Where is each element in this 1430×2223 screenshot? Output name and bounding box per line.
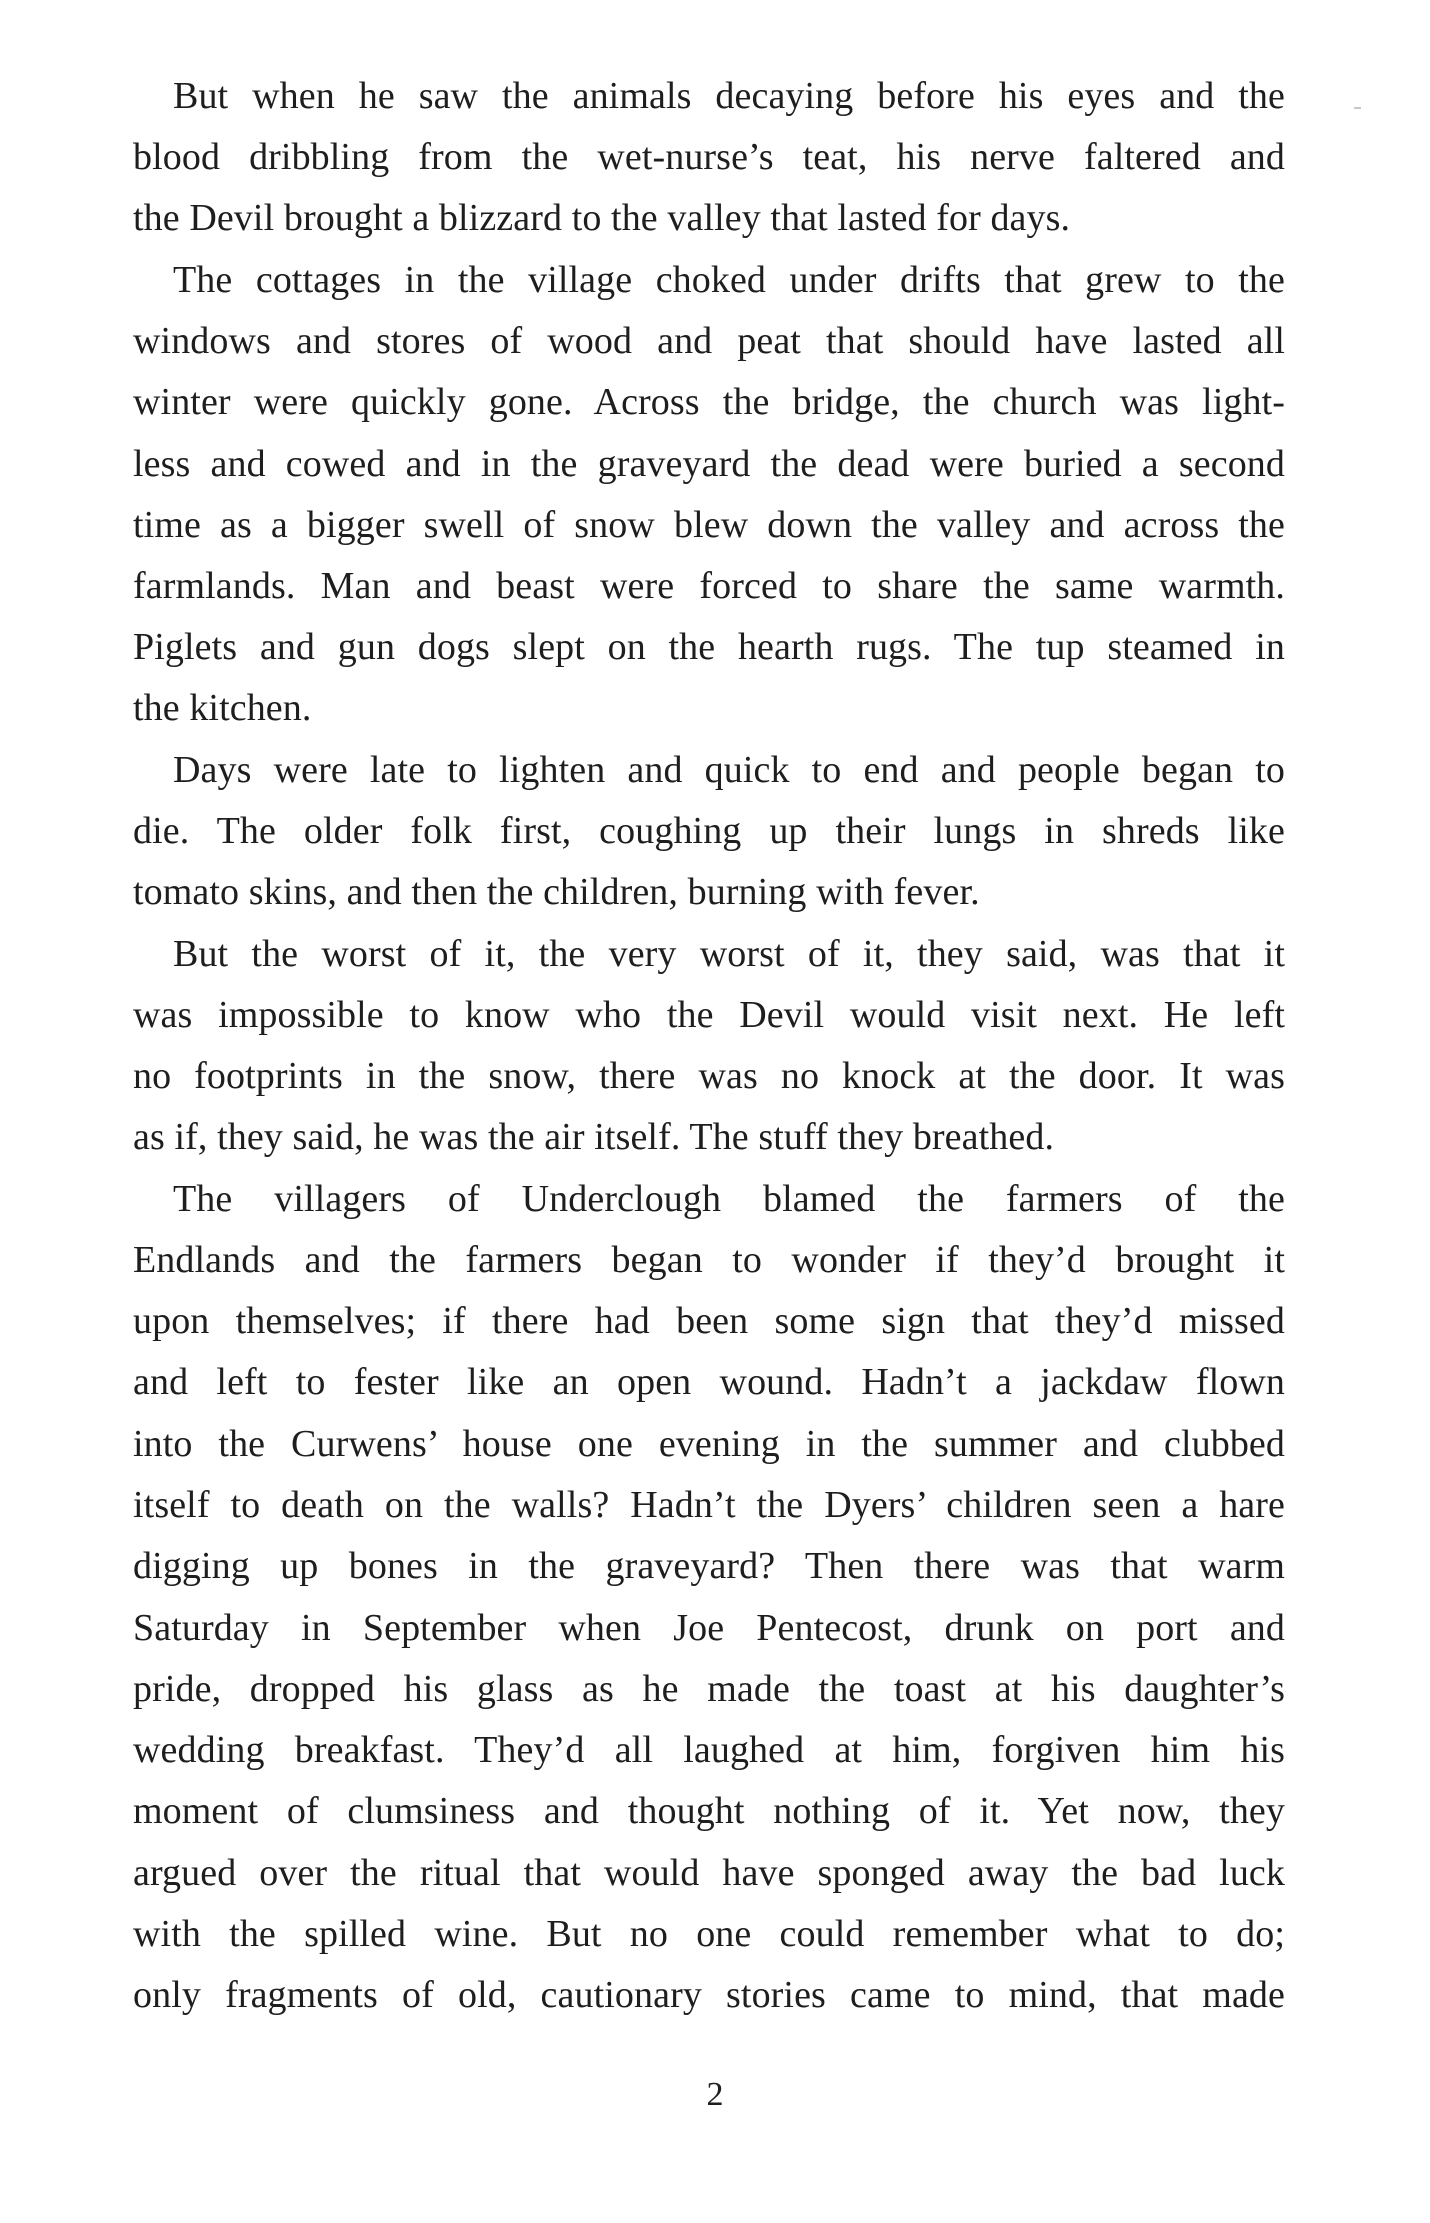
- text-line: no footprints in the snow, there was no knock at the door. It was: [133, 1055, 1285, 1097]
- text-line: the kitchen.: [133, 687, 312, 729]
- text-line: upon themselves; if there had been some sign that they’d missed: [133, 1300, 1285, 1342]
- text-line: Saturday in September when Joe Pentecost, drunk on port and: [133, 1607, 1285, 1649]
- text-line: die. The older folk first, coughing up their lungs in shreds like: [133, 810, 1285, 852]
- text-line: Days were late to lighten and quick to end and people began to: [173, 749, 1285, 791]
- text-line: pride, dropped his glass as he made the toast at his daughter’s: [133, 1668, 1285, 1710]
- text-line: digging up bones in the graveyard? Then there was that warm: [133, 1545, 1285, 1587]
- text-line: as if, they said, he was the air itself. The stuff they breathed.: [133, 1116, 1055, 1158]
- text-line: The villagers of Underclough blamed the farmers of the: [173, 1178, 1285, 1220]
- text-line: the Devil brought a blizzard to the valley that lasted for days.: [133, 197, 1071, 239]
- text-line: and left to fester like an open wound. Hadn’t a jackdaw flown: [133, 1361, 1285, 1403]
- text-line: Piglets and gun dogs slept on the hearth rugs. The tup steamed in: [133, 626, 1285, 668]
- text-line: winter were quickly gone. Across the bridge, the church was light-: [133, 381, 1285, 423]
- text-line: moment of clumsiness and thought nothing of it. Yet now, they: [133, 1790, 1285, 1832]
- text-line: time as a bigger swell of snow blew down the valley and across the: [133, 504, 1285, 546]
- text-line: itself to death on the walls? Hadn’t the Dyers’ children seen a hare: [133, 1484, 1285, 1526]
- text-line: less and cowed and in the graveyard the dead were buried a second: [133, 443, 1285, 485]
- page-number: 2: [706, 2076, 724, 2113]
- text-line: The cottages in the village choked under drifts that grew to the: [173, 259, 1285, 301]
- text-line: farmlands. Man and beast were forced to share the same warmth.: [133, 565, 1285, 607]
- text-line: wedding breakfast. They’d all laughed at him, forgiven him his: [133, 1729, 1285, 1771]
- text-line: But when he saw the animals decaying before his eyes and the: [173, 75, 1285, 117]
- text-line: argued over the ritual that would have sponged away the bad luck: [133, 1852, 1285, 1894]
- text-line: blood dribbling from the wet-nurse’s teat, his nerve faltered and: [133, 136, 1285, 178]
- text-line: tomato skins, and then the children, burning with fever.: [133, 871, 980, 913]
- text-line: with the spilled wine. But no one could remember what to do;: [133, 1913, 1285, 1955]
- text-line: only fragments of old, cautionary stories came to mind, that made: [133, 1974, 1285, 2016]
- print-speck: [1354, 107, 1361, 109]
- text-line: Endlands and the farmers began to wonder if they’d brought it: [133, 1239, 1285, 1281]
- text-line: into the Curwens’ house one evening in the summer and clubbed: [133, 1423, 1285, 1465]
- text-line: was impossible to know who the Devil would visit next. He left: [133, 994, 1285, 1036]
- text-line: But the worst of it, the very worst of it, they said, was that it: [173, 933, 1285, 975]
- text-line: windows and stores of wood and peat that should have lasted all: [133, 320, 1285, 362]
